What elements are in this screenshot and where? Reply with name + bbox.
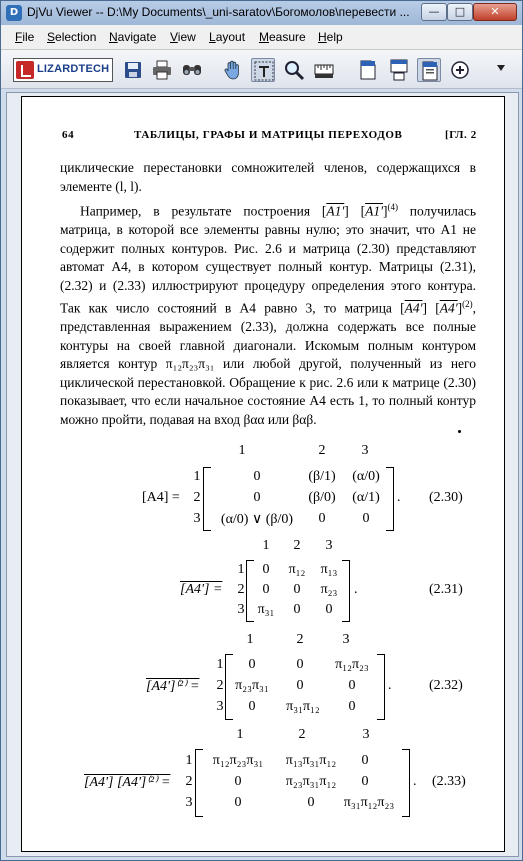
print-icon[interactable] bbox=[150, 58, 174, 82]
paragraph-2 bbox=[60, 198, 476, 429]
save-icon[interactable] bbox=[121, 58, 145, 82]
overline-a1: A1' bbox=[326, 203, 345, 219]
row-label: 2 bbox=[237, 582, 245, 597]
equation-tail: . bbox=[413, 774, 417, 789]
matrix-cell: 0 bbox=[307, 795, 315, 810]
row-label: 1 bbox=[216, 657, 224, 672]
paragraph-2-text-e: ] [ bbox=[422, 300, 440, 316]
row-label: 1 bbox=[237, 562, 245, 577]
paragraph-2-text-c: ] bbox=[382, 203, 388, 219]
matrix-cell: 0 bbox=[262, 582, 270, 597]
matrix-cell: π₁₃ bbox=[320, 562, 338, 577]
matrix-cell: π₃₁π₁₂ bbox=[286, 699, 320, 714]
row-label: 3 bbox=[185, 795, 193, 810]
matrix-cell: π₃₁ bbox=[257, 602, 275, 617]
equation-label bbox=[146, 678, 199, 695]
matrix-cell: π₂₃π₃₁π₁₂ bbox=[285, 774, 337, 789]
matrix-cell: 0 bbox=[248, 657, 256, 672]
equation-number: (2.32) bbox=[429, 678, 463, 693]
equation-label: [A4] = bbox=[142, 490, 180, 505]
matrix-cell: 0 bbox=[296, 657, 304, 672]
lizardtech-mark-icon bbox=[16, 61, 34, 79]
lizardtech-logo[interactable] bbox=[13, 58, 113, 82]
matrix-cell: π₁₃π₃₁π₁₂ bbox=[285, 753, 337, 768]
matrix-cell: (β/1) bbox=[308, 469, 336, 484]
equation-2-30 bbox=[22, 443, 504, 533]
col-header: 2 bbox=[318, 443, 326, 458]
menu-help[interactable] bbox=[318, 30, 343, 44]
row-label: 2 bbox=[193, 490, 201, 505]
row-label: 1 bbox=[185, 753, 193, 768]
menu-navigate-label: avigate bbox=[117, 30, 157, 44]
paragraph-2-text-g: , представленная выражением (2.33), должна содержать все полные контуры на своей главной диагонали. Искомым полным контуром является контур π₁₂π₂₃π₃₁ или любой другой, полученный из него циклической перестановкой. Обращение к рис. 2.6 или к матрице (2.30) показывает, что если начальное состояние A4 есть 1, то полный контур можно пройти, подавая на вход βαα или βαβ. bbox=[60, 300, 476, 427]
overline-a4-2: A4' bbox=[439, 300, 458, 316]
col-header: 2 bbox=[296, 632, 304, 647]
matrix-cell: 0 bbox=[362, 511, 370, 526]
maximize-button[interactable]: □ bbox=[447, 3, 473, 21]
matrix-cell: 0 bbox=[253, 490, 261, 505]
menu-file-label: ile bbox=[22, 30, 35, 44]
matrix-cell: (α/1) bbox=[352, 490, 380, 505]
matrix-cell: 0 bbox=[262, 562, 270, 577]
equation-number: (2.30) bbox=[429, 490, 463, 505]
equation-label bbox=[84, 774, 170, 791]
matrix-cell: 0 bbox=[248, 699, 256, 714]
menu-navigate-accel: N bbox=[109, 30, 118, 44]
paragraph-2-sup: (4) bbox=[387, 202, 398, 212]
facing-pages-icon[interactable] bbox=[417, 58, 441, 82]
col-header: 3 bbox=[362, 727, 370, 742]
menu-selection[interactable] bbox=[47, 30, 96, 44]
matrix-cell: 0 bbox=[361, 753, 369, 768]
menu-layout-accel: L bbox=[209, 30, 216, 44]
text-select-icon[interactable] bbox=[251, 58, 275, 82]
continuous-page-icon[interactable] bbox=[387, 58, 411, 82]
equation-2-31 bbox=[22, 538, 504, 626]
matrix-cell: π₁₂ bbox=[288, 562, 306, 577]
col-header: 2 bbox=[298, 727, 306, 742]
matrix-cell: 0 bbox=[253, 469, 261, 484]
menu-navigate[interactable] bbox=[109, 30, 156, 44]
single-page-icon[interactable] bbox=[356, 58, 380, 82]
document-viewport[interactable] bbox=[6, 92, 519, 857]
pan-hand-icon[interactable] bbox=[221, 58, 245, 82]
col-header: 1 bbox=[262, 538, 270, 553]
right-bracket bbox=[386, 467, 394, 531]
menu-measure[interactable] bbox=[259, 30, 306, 44]
row-label: 2 bbox=[185, 774, 193, 789]
menu-view[interactable] bbox=[170, 30, 196, 44]
djvu-app-icon: D bbox=[6, 5, 22, 21]
menu-view-label: iew bbox=[177, 30, 196, 44]
window-title: DjVu Viewer -- D:\My Documents\_uni-saratov\Богомолов\перевести ... bbox=[27, 5, 410, 19]
overline-a1-2: A1' bbox=[365, 203, 383, 219]
col-header: 1 bbox=[246, 632, 254, 647]
matrix-cell: 0 bbox=[234, 774, 242, 789]
menu-help-label: elp bbox=[326, 30, 343, 44]
toolbar-overflow-chevron-icon[interactable] bbox=[497, 65, 505, 71]
equation-label bbox=[180, 582, 222, 598]
matrix-cell: (β/0) bbox=[308, 490, 336, 505]
matrix-cell: π₂₃π₃₁ bbox=[235, 678, 269, 693]
matrix-cell: π₁₂π₂₃π₃₁ bbox=[212, 753, 264, 768]
eq233-label: [A4'] [A4']⁽²⁾ = bbox=[84, 775, 171, 790]
col-header: 3 bbox=[361, 443, 369, 458]
find-icon[interactable] bbox=[180, 58, 204, 82]
chapter-marker: [ГЛ. 2 bbox=[445, 129, 477, 141]
menu-help-accel: H bbox=[318, 30, 327, 44]
menu-layout-label: ayout bbox=[215, 30, 246, 44]
menu-selection-label: election bbox=[55, 30, 97, 44]
col-header: 3 bbox=[325, 538, 333, 553]
paragraph-2-text-b: ] [ bbox=[344, 203, 366, 219]
menu-bar bbox=[1, 25, 522, 50]
row-label: 3 bbox=[193, 511, 201, 526]
equation-number: (2.33) bbox=[432, 774, 466, 789]
matrix-cell: 0 bbox=[234, 795, 242, 810]
equation-2-32 bbox=[22, 632, 504, 722]
menu-file[interactable] bbox=[15, 30, 34, 44]
row-label: 2 bbox=[216, 678, 224, 693]
matrix-cell: π₂₃ bbox=[320, 582, 338, 597]
paragraph-2-text-d: получилась матрица, в которой все элементы равны нулю; это значит, что A1 не содержит полных контуров. Рис. 2.6 и матрица (2.30) представляют автомат A4, в котором существует полный контур. Матрицы (2.31), (2.32) и (2.33) иллюстрируют процедуру определения этого контура. Так как число состояний в A4 равно 3, то матрица [ bbox=[60, 203, 476, 316]
col-header: 3 bbox=[342, 632, 350, 647]
right-bracket bbox=[377, 654, 385, 720]
menu-selection-accel: S bbox=[47, 30, 56, 44]
col-header: 1 bbox=[238, 443, 246, 458]
matrix-cell: (α/0) bbox=[352, 469, 380, 484]
equation-tail: . bbox=[397, 490, 401, 505]
row-label: 1 bbox=[193, 469, 201, 484]
close-button[interactable]: ✕ bbox=[473, 3, 517, 21]
paragraph-2-sup-2: (2) bbox=[462, 299, 473, 309]
equation-tail: . bbox=[354, 582, 358, 597]
matrix-cell: 0 bbox=[325, 602, 333, 617]
matrix-cell: (α/0) ∨ (β/0) bbox=[220, 512, 294, 527]
matrix-cell: π₃₁π₁₂π₂₃ bbox=[343, 795, 395, 810]
matrix-cell: 0 bbox=[293, 582, 301, 597]
matrix-cell: 0 bbox=[348, 678, 356, 693]
title-bar[interactable] bbox=[1, 1, 522, 25]
page-speck bbox=[458, 430, 461, 433]
lizardtech-logo-text: LIZARDTECH bbox=[37, 63, 110, 75]
matrix-cell: 0 bbox=[348, 699, 356, 714]
right-bracket bbox=[342, 560, 350, 622]
page-number: 64 bbox=[62, 129, 75, 141]
equation-tail: . bbox=[388, 678, 392, 693]
paragraph-1: циклические перестановки сомножителей членов, содержащихся в элементе (l, l). bbox=[60, 160, 476, 194]
matrix-cell: 0 bbox=[318, 511, 326, 526]
zoom-icon[interactable] bbox=[282, 58, 306, 82]
matrix-cell: 0 bbox=[361, 774, 369, 789]
measure-ruler-icon[interactable] bbox=[312, 58, 336, 82]
paragraph-2-text-a: Например, в результате построения [ bbox=[80, 203, 327, 219]
menu-file-accel: F bbox=[15, 30, 23, 44]
minimize-button[interactable]: — bbox=[421, 3, 447, 21]
zoom-in-icon[interactable] bbox=[448, 58, 472, 82]
matrix-cell: 0 bbox=[293, 602, 301, 617]
equation-number: (2.31) bbox=[429, 582, 463, 597]
col-header: 1 bbox=[236, 727, 244, 742]
equation-2-33 bbox=[22, 727, 504, 822]
eq232-label: [A4']⁽²⁾ = bbox=[146, 679, 200, 694]
paragraph-2-text-f: ] bbox=[457, 300, 463, 316]
menu-measure-accel: M bbox=[259, 30, 269, 44]
menu-layout[interactable] bbox=[209, 30, 245, 44]
running-header: ТАБЛИЦЫ, ГРАФЫ И МАТРИЦЫ ПЕРЕХОДОВ bbox=[134, 129, 403, 141]
right-bracket bbox=[402, 749, 410, 817]
overline-a4: A4' bbox=[404, 300, 423, 316]
matrix-cell: 0 bbox=[296, 678, 304, 693]
document-page bbox=[21, 96, 505, 852]
matrix-cell: π₁₂π₂₃ bbox=[335, 657, 369, 672]
menu-view-accel: V bbox=[170, 30, 178, 44]
eq231-label: [A4'] = bbox=[180, 582, 223, 597]
row-label: 3 bbox=[216, 699, 224, 714]
menu-measure-label: easure bbox=[269, 30, 306, 44]
row-label: 3 bbox=[237, 602, 245, 617]
col-header: 2 bbox=[293, 538, 301, 553]
